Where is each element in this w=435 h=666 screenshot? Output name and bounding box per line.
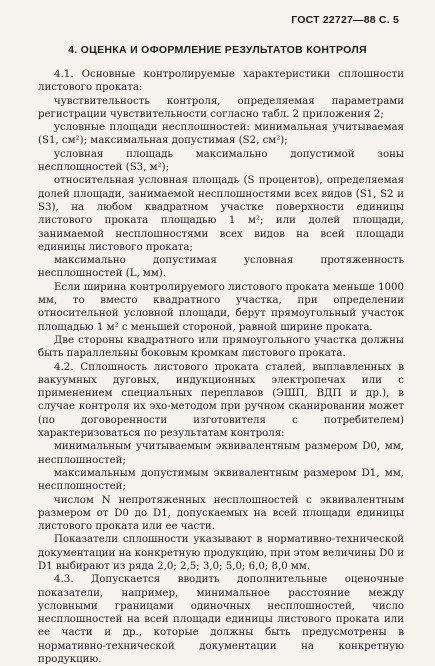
page-header: ГОСТ 22727—88 С. 5 [291, 14, 399, 26]
paragraph: условные площади несплошностей: минимальная учитываемая (S1, см²); максимальная допустимая (S2, см²); [38, 122, 404, 147]
section-title: 4. ОЦЕНКА И ОФОРМЛЕНИЕ РЕЗУЛЬТАТОВ КОНТРОЛЯ [68, 44, 367, 56]
paragraph: Показатели сплошности указывают в нормативно-технической документации на конкретную продукцию, при этом величины D0 и D1 выбирают из ряда 2,0; 2,5; 3,0; 5,0; 6,0; 8,0 мм. [38, 534, 404, 572]
paragraph: Если ширина контролируемого листового проката меньше 1000 мм, то вместо квадратного участка, при определении относительной условной площади, берут прямоугольный участок площадью 1 м² с меньшей стороной, равной ширине проката. [38, 281, 404, 333]
paragraph: числом N непротяженных несплошностей с эквивалентным размером от D0 до D1, допускаемых на всей площади единицы листового проката или ее части. [38, 494, 404, 533]
paragraph: относительная условная площадь (S процентов), определяемая долей площади, занимаемой несплошностями всех видов (S1, S2 и S3), на любом квадратном участке поверхности единицы листового проката площадью 1 м²; или долей площади, занимаемой несплошностями всех видов на всей площади единицы листового проката; [38, 175, 404, 253]
paragraph: условная площадь максимально допустимой зоны несплошностей (S3, м²); [38, 148, 404, 174]
paragraph: Две стороны квадратного или прямоугольного участка должны быть параллельны боковым кромкам листового проката. [38, 334, 404, 360]
section-body [38, 68, 404, 666]
paragraph: 4.1. Основные контролируемые характеристики сплошности листового проката: [38, 69, 404, 94]
paragraph: минимальным учитываемым эквивалентным размером D0, мм, несплошностей; [38, 441, 404, 466]
paragraph: чувствительность контроля, определяемая параметрами регистрации чувствительности согласно табл. 2 приложения 2; [38, 95, 404, 120]
paragraph: максимальным допустимым эквивалентным размером D1, мм, несплошностей; [38, 467, 404, 493]
paragraph: максимально допустимая условная протяженность несплошностей (L, мм). [38, 255, 404, 280]
paragraph: 4.3. Допускается вводить дополнительные оценочные показатели, например, минимальное расстояние между условными границами одиночных несплошностей, число несплошностей на всей площади единицы листового проката или ее части и др., которые должны быть предусмотрены в нормативно-технической документации на конкретную продукцию. [38, 574, 404, 666]
paragraph: 4.2. Сплошность листового проката сталей, выплавленных в вакуумных дуговых, индукционных электропечах или с применением специальных переплавов (ЭШП, ВДП и др.), в случае контроля их эхо-методом при ручном сканировании может (по договоренности изготовителя с потребителем) характеризоваться по результатам контроля: [38, 361, 404, 440]
